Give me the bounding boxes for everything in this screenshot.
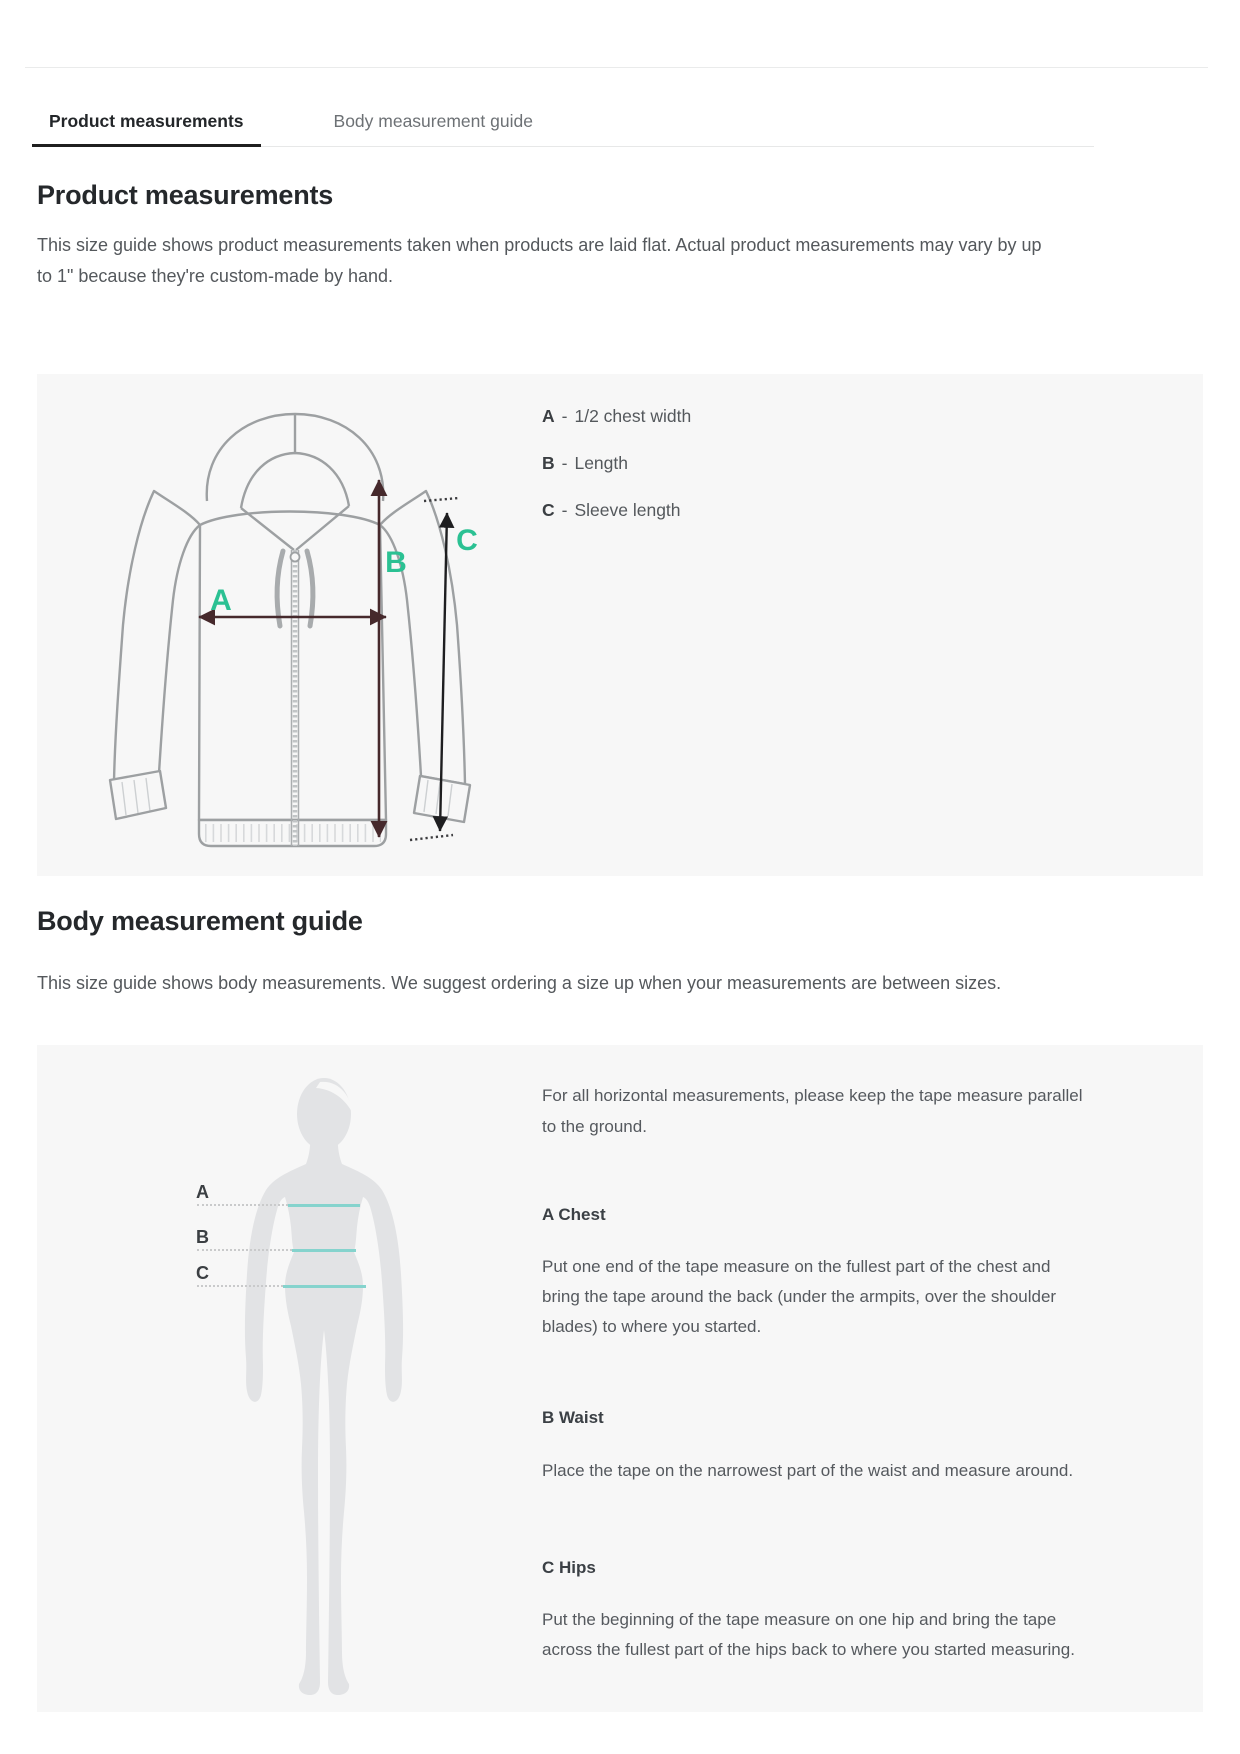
legend-item-length (542, 453, 691, 500)
legend-dash: - (561, 406, 568, 426)
product-measurements-heading: Product measurements (37, 180, 334, 210)
diagram-label-a: A (210, 584, 232, 617)
tab-body-measurement-guide-label: Body measurement guide (333, 110, 533, 131)
legend-letter-a: A (542, 406, 555, 426)
legend-dash: - (561, 500, 568, 520)
waist-measure-line (292, 1249, 356, 1252)
diagram-label-c: C (456, 524, 478, 557)
diagram-legend (542, 406, 691, 547)
legend-text-chest: 1/2 chest width (574, 406, 692, 426)
legend-item-chest (542, 406, 691, 453)
measure-title-hips: C Hips (542, 1558, 596, 1577)
legend-item-sleeve (542, 500, 691, 547)
measure-title-waist: B Waist (542, 1408, 604, 1427)
figure-label-a: A (196, 1182, 209, 1202)
measure-title-chest: A Chest (542, 1205, 606, 1224)
product-diagram-panel (37, 374, 1203, 876)
chest-leader-line (197, 1204, 288, 1206)
legend-letter-b: B (542, 453, 555, 473)
measure-text-hips: Put the beginning of the tape measure on one hip and bring the tape across the fullest part of the hips back to where you started measuring. (542, 1610, 1075, 1659)
tab-bar (32, 96, 1094, 147)
body-diagram-panel (37, 1045, 1203, 1712)
tab-body-measurement-guide[interactable] (317, 96, 550, 146)
diagram-label-b: B (385, 546, 407, 579)
measure-intro-text: For all horizontal measurements, please keep the tape measure parallel to the ground. (542, 1086, 1083, 1136)
body-measurement-description: This size guide shows body measurements. We suggest ordering a size up when your measurements are between sizes. (37, 973, 1002, 993)
product-measurements-description: This size guide shows product measurements taken when products are laid flat. Actual product measurements may vary by up to 1" because they're custom-made by hand. (37, 235, 1042, 286)
measure-text-waist: Place the tape on the narrowest part of the waist and measure around. (542, 1461, 1074, 1480)
hoodie-diagram-illustration (95, 400, 485, 855)
body-figure-illustration (204, 1072, 444, 1712)
hips-measure-line (283, 1285, 366, 1288)
top-divider (25, 67, 1208, 68)
hoodie-right-sleeve (380, 491, 465, 784)
figure-label-b: B (196, 1227, 209, 1247)
hips-leader-line (197, 1285, 283, 1287)
legend-text-length: Length (574, 453, 628, 473)
legend-text-sleeve: Sleeve length (574, 500, 681, 520)
waist-leader-line (197, 1249, 292, 1251)
legend-dash: - (561, 453, 568, 473)
chest-measure-line (288, 1204, 360, 1207)
body-measurement-heading: Body measurement guide (37, 906, 363, 936)
tab-product-measurements[interactable] (32, 96, 261, 146)
figure-label-c: C (196, 1263, 209, 1283)
tab-product-measurements-label: Product measurements (49, 110, 244, 131)
measure-text-chest: Put one end of the tape measure on the fullest part of the chest and bring the tape around the back (under the armpits, over the shoulder blades) to where you started. (542, 1257, 1057, 1336)
legend-letter-c: C (542, 500, 555, 520)
hoodie-left-sleeve (114, 491, 200, 781)
figure-body (245, 1134, 403, 1695)
